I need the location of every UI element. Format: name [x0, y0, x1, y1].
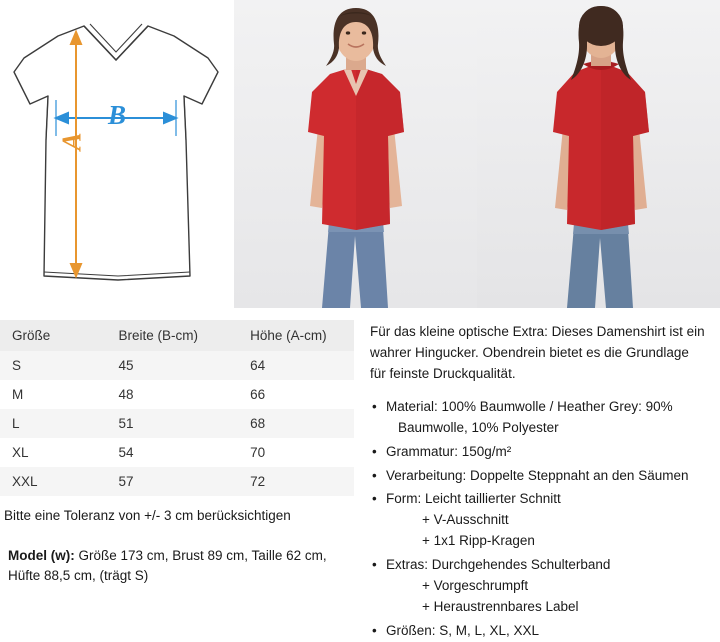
cell-width: 45 [118, 358, 134, 373]
list-item [370, 555, 712, 618]
model-info-label: Model (w): [8, 548, 75, 563]
cell-size: S [12, 358, 22, 373]
header-height: Höhe (A-cm) [238, 320, 354, 351]
model-front-illustration [234, 0, 477, 308]
cell-width: 51 [118, 416, 134, 431]
model-info [4, 546, 358, 587]
table-row [0, 438, 354, 467]
size-table [0, 320, 354, 496]
feature-subitem: + Heraustrennbares Label [422, 599, 579, 615]
model-info-line2: Hüfte 88,5 cm, (trägt S) [8, 568, 149, 584]
header-width: Breite (B-cm) [106, 320, 238, 351]
feature-text: Form: Leicht taillierter Schnitt [386, 491, 561, 507]
cell-size: L [12, 416, 20, 431]
model-front-photo [234, 0, 477, 308]
width-label-b: B [108, 100, 127, 130]
description-column [360, 308, 720, 641]
table-row [0, 409, 354, 438]
cell-height: 66 [250, 387, 266, 402]
list-item [370, 489, 712, 552]
feature-text: Material: 100% Baumwolle / Heather Grey: 90% [386, 398, 673, 414]
feature-continuation: Baumwolle, 10% Polyester [398, 419, 559, 435]
cell-height: 68 [250, 416, 266, 431]
cell-width: 54 [118, 445, 134, 460]
height-label-a: A [56, 132, 87, 151]
feature-text: Verarbeitung: Doppelte Steppnaht an den Säumen [386, 467, 689, 483]
tshirt-outline-icon [0, 0, 234, 308]
cell-width: 48 [118, 387, 134, 402]
feature-subitem: + Vorgeschrumpft [422, 578, 529, 594]
list-item [370, 466, 712, 487]
product-info-section [0, 308, 720, 641]
cell-size: XXL [12, 474, 38, 489]
feature-text: Größen: S, M, L, XL, XXL [386, 622, 540, 638]
cell-size: XL [12, 445, 29, 460]
model-back-illustration [477, 0, 720, 308]
model-info-line1: Größe 173 cm, Brust 89 cm, Taille 62 cm, [74, 548, 327, 563]
feature-text: Extras: Durchgehendes Schulterband [386, 557, 611, 573]
feature-text: Grammatur: 150g/m² [386, 443, 512, 459]
feature-subitem: + V-Ausschnitt [422, 512, 509, 528]
cell-size: M [12, 387, 24, 402]
table-row [0, 351, 354, 380]
list-item [370, 621, 712, 642]
model-back-photo [477, 0, 720, 308]
table-row [0, 380, 354, 409]
header-size: Größe [0, 320, 106, 351]
table-row [0, 467, 354, 496]
description-intro: Für das kleine optische Extra: Dieses Damenshirt ist ein wahrer Hingucker. Obendrein bietet es die Grundlage für feinste Druckqualität. [370, 324, 705, 381]
size-info-column [0, 308, 360, 641]
cell-height: 64 [250, 358, 266, 373]
cell-height: 72 [250, 474, 266, 489]
feature-subitem: + 1x1 Ripp-Kragen [422, 533, 535, 549]
feature-list [370, 397, 712, 642]
tolerance-note: Bitte eine Toleranz von +/- 3 cm berücksichtigen [4, 508, 291, 523]
size-diagram [0, 0, 234, 308]
list-item [370, 442, 712, 463]
list-item [370, 397, 712, 439]
product-image-row [0, 0, 720, 308]
table-header-row [0, 320, 354, 351]
cell-width: 57 [118, 474, 134, 489]
cell-height: 70 [250, 445, 266, 460]
